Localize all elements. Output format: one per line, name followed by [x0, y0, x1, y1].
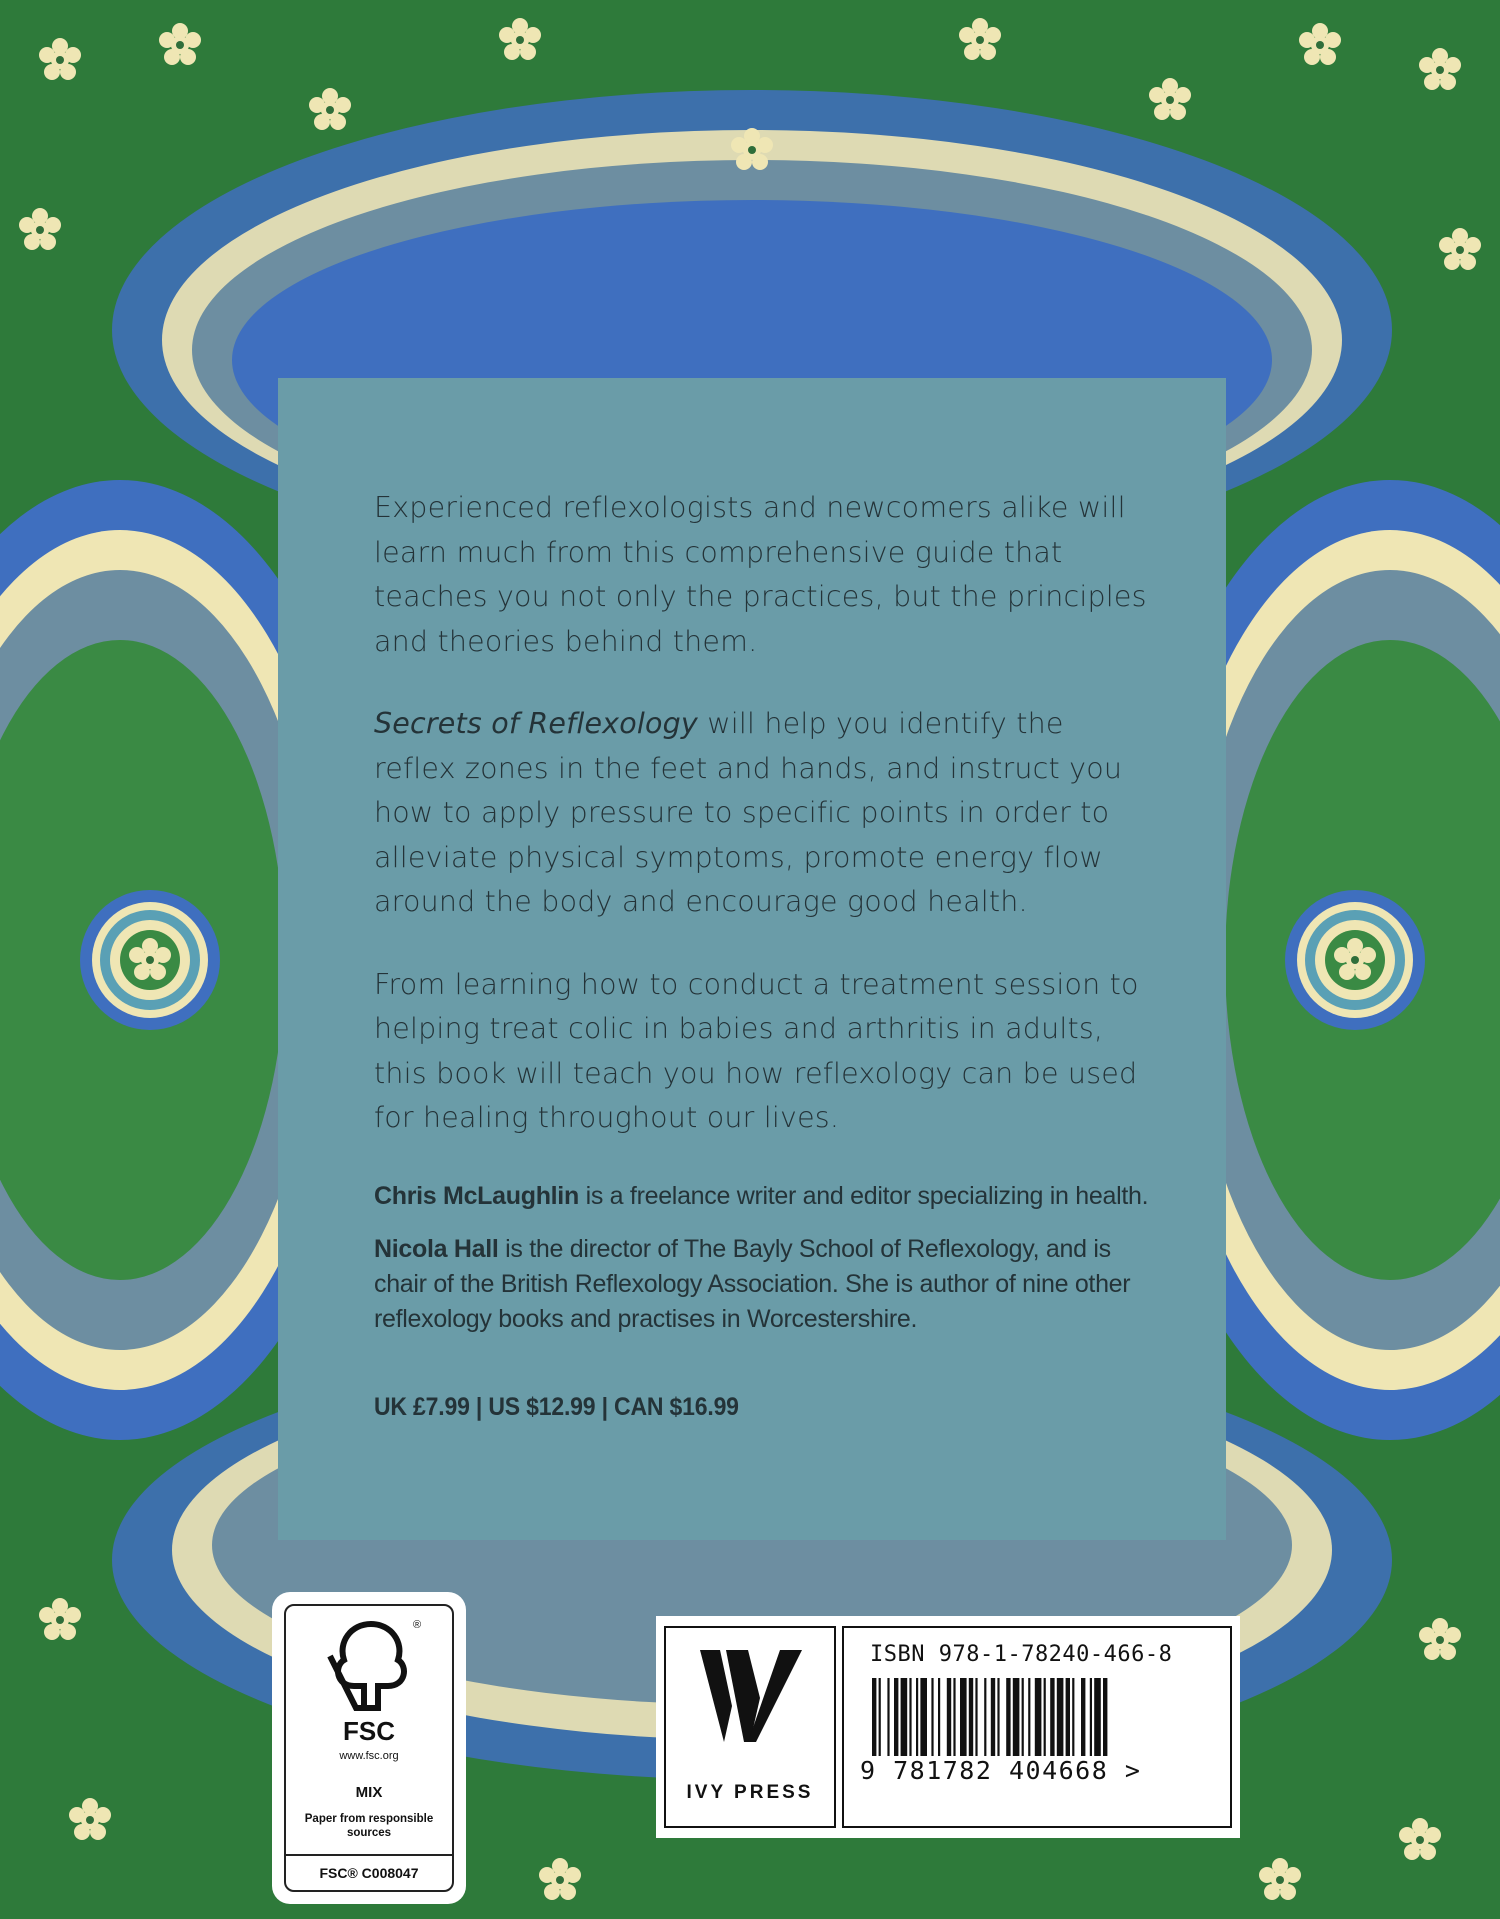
- svg-text:®: ®: [413, 1619, 422, 1631]
- author-name-2: Nicola Hall: [374, 1234, 499, 1263]
- fsc-mix: MIX: [355, 1784, 383, 1801]
- blurb-paragraph-2: [374, 702, 1154, 925]
- barcode-icon: [872, 1678, 1172, 1756]
- author-bio-1-text: is a freelance writer and editor specializing in health.: [578, 1181, 1149, 1210]
- blurb-panel: [278, 378, 1226, 1540]
- blurb-paragraph-3: From learning how to conduct a treatment session to helping treat colic in babies and arthritis in adults, this book will teach you how reflexology can be used for healing throughout our lives.: [374, 967, 1139, 1134]
- price-line: UK £7.99 | US $12.99 | CAN $16.99: [374, 1392, 739, 1421]
- fsc-certification-label: [272, 1592, 466, 1904]
- ivy-press-logo-icon: [696, 1646, 806, 1746]
- fsc-source: Paper from responsible sources: [304, 1813, 434, 1839]
- author-bio-1: [374, 1179, 1154, 1214]
- book-title: Secrets of Reflexology: [374, 707, 698, 740]
- isbn-barcode-box: [656, 1616, 1240, 1838]
- fsc-url: www.fsc.org: [339, 1750, 399, 1762]
- author-name-1: Chris McLaughlin: [374, 1181, 579, 1210]
- fsc-logo-text: FSC: [343, 1716, 395, 1746]
- publisher-name: IVY PRESS: [686, 1782, 814, 1803]
- author-bio-2: [374, 1232, 1154, 1337]
- fsc-tree-logo-icon: [316, 1616, 426, 1716]
- publisher-block: [664, 1626, 836, 1828]
- blurb-paragraph-2-text: will help you identify the reflex zones in the feet and hands, and instruct you how to apply pressure to specific points in order to alleviate physical symptoms, promote energy flow around the body and encourage good health.: [374, 707, 1123, 918]
- author-bio-2-text: is the director of The Bayly School of Reflexology, and is chair of the British Reflexology Association. She is author of nine other reflexology books and practises in Worcestershire.: [374, 1234, 1131, 1333]
- barcode-block: [842, 1626, 1232, 1828]
- isbn-label: ISBN 978-1-78240-466-8: [870, 1642, 1173, 1667]
- blurb-paragraph-1: Experienced reflexologists and newcomers alike will learn much from this comprehensive guide that teaches you not only the practices, but the principles and theories behind them.: [374, 491, 1147, 658]
- fsc-code: FSC® C008047: [286, 1854, 452, 1890]
- isbn-digits: 9 781782 404668 >: [860, 1756, 1142, 1785]
